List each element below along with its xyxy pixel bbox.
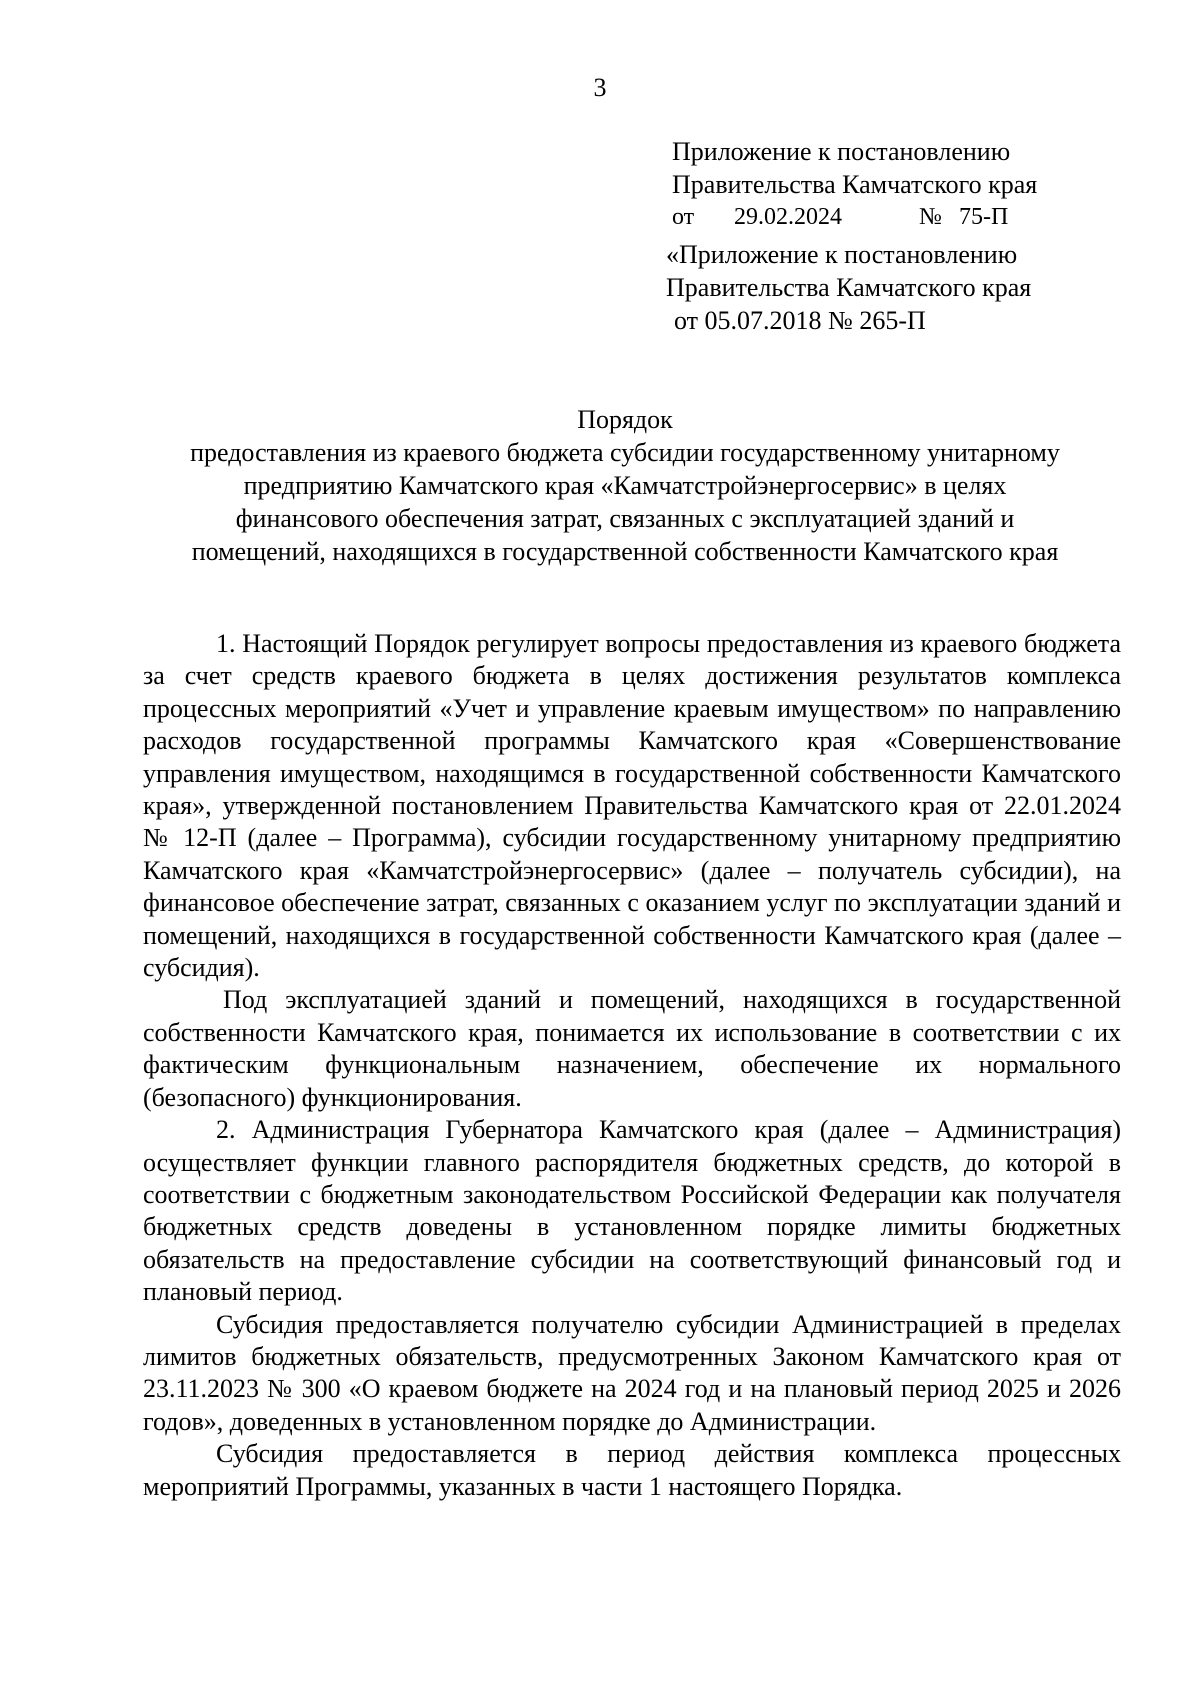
number-sign: № bbox=[919, 204, 942, 230]
from-label: от bbox=[672, 204, 695, 230]
paragraph-5: Субсидия предоставляется в период действия комплекса процессных мероприятий Программы, указанных в части 1 настоящего Порядка. bbox=[143, 1439, 1121, 1501]
appendix-original-block bbox=[666, 238, 1126, 337]
paragraph-3: 2. Администрация Губернатора Камчатского края (далее – Администрация) осуществляет функции главного распорядителя бюджетных средств, до которой в соответствии с бюджетным законодательством Российской Федерации как получателя бюджетных средств доведены в установленном порядке лимиты бюджетных обязательств на предоставление субсидии на соответствующий финансовый год и плановый период. bbox=[143, 1115, 1121, 1307]
resolution-date: 29.02.2024 bbox=[734, 204, 842, 230]
appendix-original-line-3: от 05.07.2018 № 265-П bbox=[674, 306, 926, 335]
title-heading: Порядок bbox=[577, 405, 673, 434]
document-title bbox=[140, 403, 1110, 568]
appendix-current-line-1: Приложение к постановлению bbox=[672, 137, 1011, 166]
page-number: 3 bbox=[593, 73, 607, 102]
title-subtitle-line: предоставления из краевого бюджета субсидии государственному унитарному bbox=[190, 438, 1060, 467]
title-subtitle-line: предприятию Камчатского края «Камчатстройэнергосервис» в целях bbox=[243, 471, 1007, 500]
appendix-current-block bbox=[672, 135, 1132, 234]
resolution-number: 75-П bbox=[959, 204, 1009, 230]
appendix-original-line-2: Правительства Камчатского края bbox=[666, 273, 1032, 302]
paragraph-1: 1. Настоящий Порядок регулирует вопросы предоставления из краевого бюджета за счет средств краевого бюджета в целях достижения результатов комплекса процессных мероприятий «Учет и управление краевым имуществом» по направлению расходов государственной программы Камчатского края «Совершенствование управления имуществом, находящимся в государственной собственности Камчатского края», утвержденной постановлением Правительства Камчатского края от 22.01.2024 № 12-П (далее – Программа), субсидии государственному унитарному предприятию Камчатского края «Камчатстройэнергосервис» (далее – получатель субсидии), на финансовое обеспечение затрат, связанных с оказанием услуг по эксплуатации зданий и помещений, находящихся в государственной собственности Камчатского края (далее – субсидия). bbox=[143, 629, 1121, 983]
title-subtitle-line: финансового обеспечения затрат, связанных с эксплуатацией зданий и bbox=[235, 504, 1015, 533]
paragraph-4: Субсидия предоставляется получателю субсидии Администрацией в пределах лимитов бюджетных обязательств, предусмотренных Законом Камчатского края от 23.11.2023 № 300 «О краевом бюджете на 2024 год и на плановый период 2025 и 2026 годов», доведенных в установленном порядке до Администрации. bbox=[143, 1309, 1121, 1436]
appendix-current-line-2: Правительства Камчатского края bbox=[672, 170, 1038, 199]
appendix-current-meta bbox=[672, 201, 1132, 234]
title-subtitle-line: помещений, находящихся в государственной собственности Камчатского края bbox=[191, 537, 1059, 566]
appendix-original-line-1: «Приложение к постановлению bbox=[666, 240, 1018, 269]
paragraph-2: Под эксплуатацией зданий и помещений, находящихся в государственной собственности Камчатского края, понимается их использование в соответствии с их фактическим функциональным назначением, обеспечение их нормального (безопасного) функционирования. bbox=[143, 985, 1121, 1112]
document-body bbox=[143, 628, 1121, 1503]
